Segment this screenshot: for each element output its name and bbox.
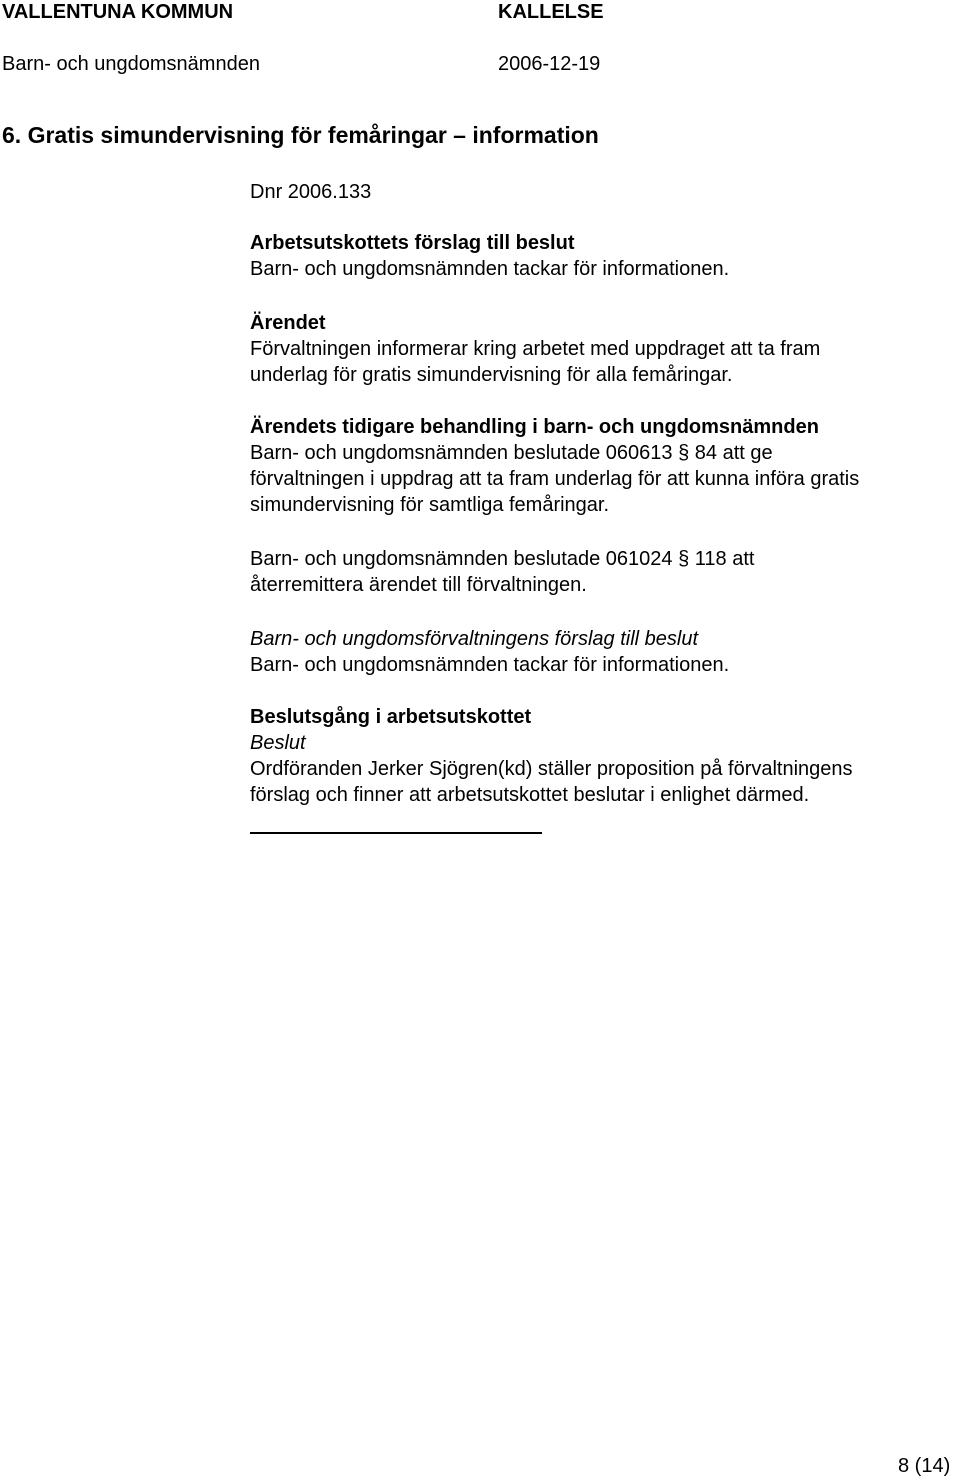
- section-admin-proposal: [250, 626, 729, 678]
- organization-name: VALLENTUNA KOMMUN: [2, 1, 234, 23]
- paragraph-line: Barn- och ungdomsnämnden beslutade 061024 § 118 att: [250, 548, 755, 570]
- document-type: KALLELSE: [498, 1, 604, 23]
- section-heading: Beslutsgång i arbetsutskottet: [250, 706, 532, 728]
- paragraph-line: återremittera ärendet till förvaltningen.: [250, 574, 587, 596]
- paragraph-line: Förvaltningen informerar kring arbetet med uppdraget att ta fram: [250, 338, 821, 360]
- section-heading: Ärendets tidigare behandling i barn- och ungdomsnämnden: [250, 416, 819, 438]
- paragraph-line: Ordföranden Jerker Sjögren(kd) ställer proposition på förvaltningens: [250, 758, 853, 780]
- paragraph-line: simundervisning för samtliga femåringar.: [250, 494, 610, 516]
- section-subheading: Beslut: [250, 732, 306, 754]
- closing-rule: [250, 832, 542, 834]
- section-procedure: [250, 704, 853, 808]
- section-heading: Ärendet: [250, 312, 326, 334]
- item-title: 6. Gratis simundervisning för femåringar – information: [2, 122, 599, 148]
- paragraph-line: förslag och finner att arbetsutskottet beslutar i enlighet därmed.: [250, 784, 810, 806]
- section-heading: Arbetsutskottets förslag till beslut: [250, 232, 575, 254]
- committee-name: Barn- och ungdomsnämnden: [2, 53, 260, 75]
- paragraph-line: underlag för gratis simundervisning för alla femåringar.: [250, 364, 733, 386]
- dnr-number: Dnr 2006.133: [250, 181, 372, 203]
- paragraph-line: förvaltningen i uppdrag att ta fram underlag för att kunna införa gratis: [250, 468, 860, 490]
- section-matter: [250, 310, 820, 388]
- paragraph-line: Barn- och ungdomsnämnden tackar för informationen.: [250, 654, 730, 676]
- meeting-date: 2006-12-19: [498, 53, 601, 75]
- section-history: [250, 414, 859, 518]
- section-history-2: [250, 546, 754, 598]
- page-number: 8 (14): [898, 1455, 951, 1477]
- paragraph-line: Barn- och ungdomsnämnden tackar för informationen.: [250, 258, 730, 280]
- section-proposal: [250, 230, 729, 282]
- section-heading: Barn- och ungdomsförvaltningens förslag till beslut: [250, 628, 699, 650]
- paragraph-line: Barn- och ungdomsnämnden beslutade 060613 § 84 att ge: [250, 442, 773, 464]
